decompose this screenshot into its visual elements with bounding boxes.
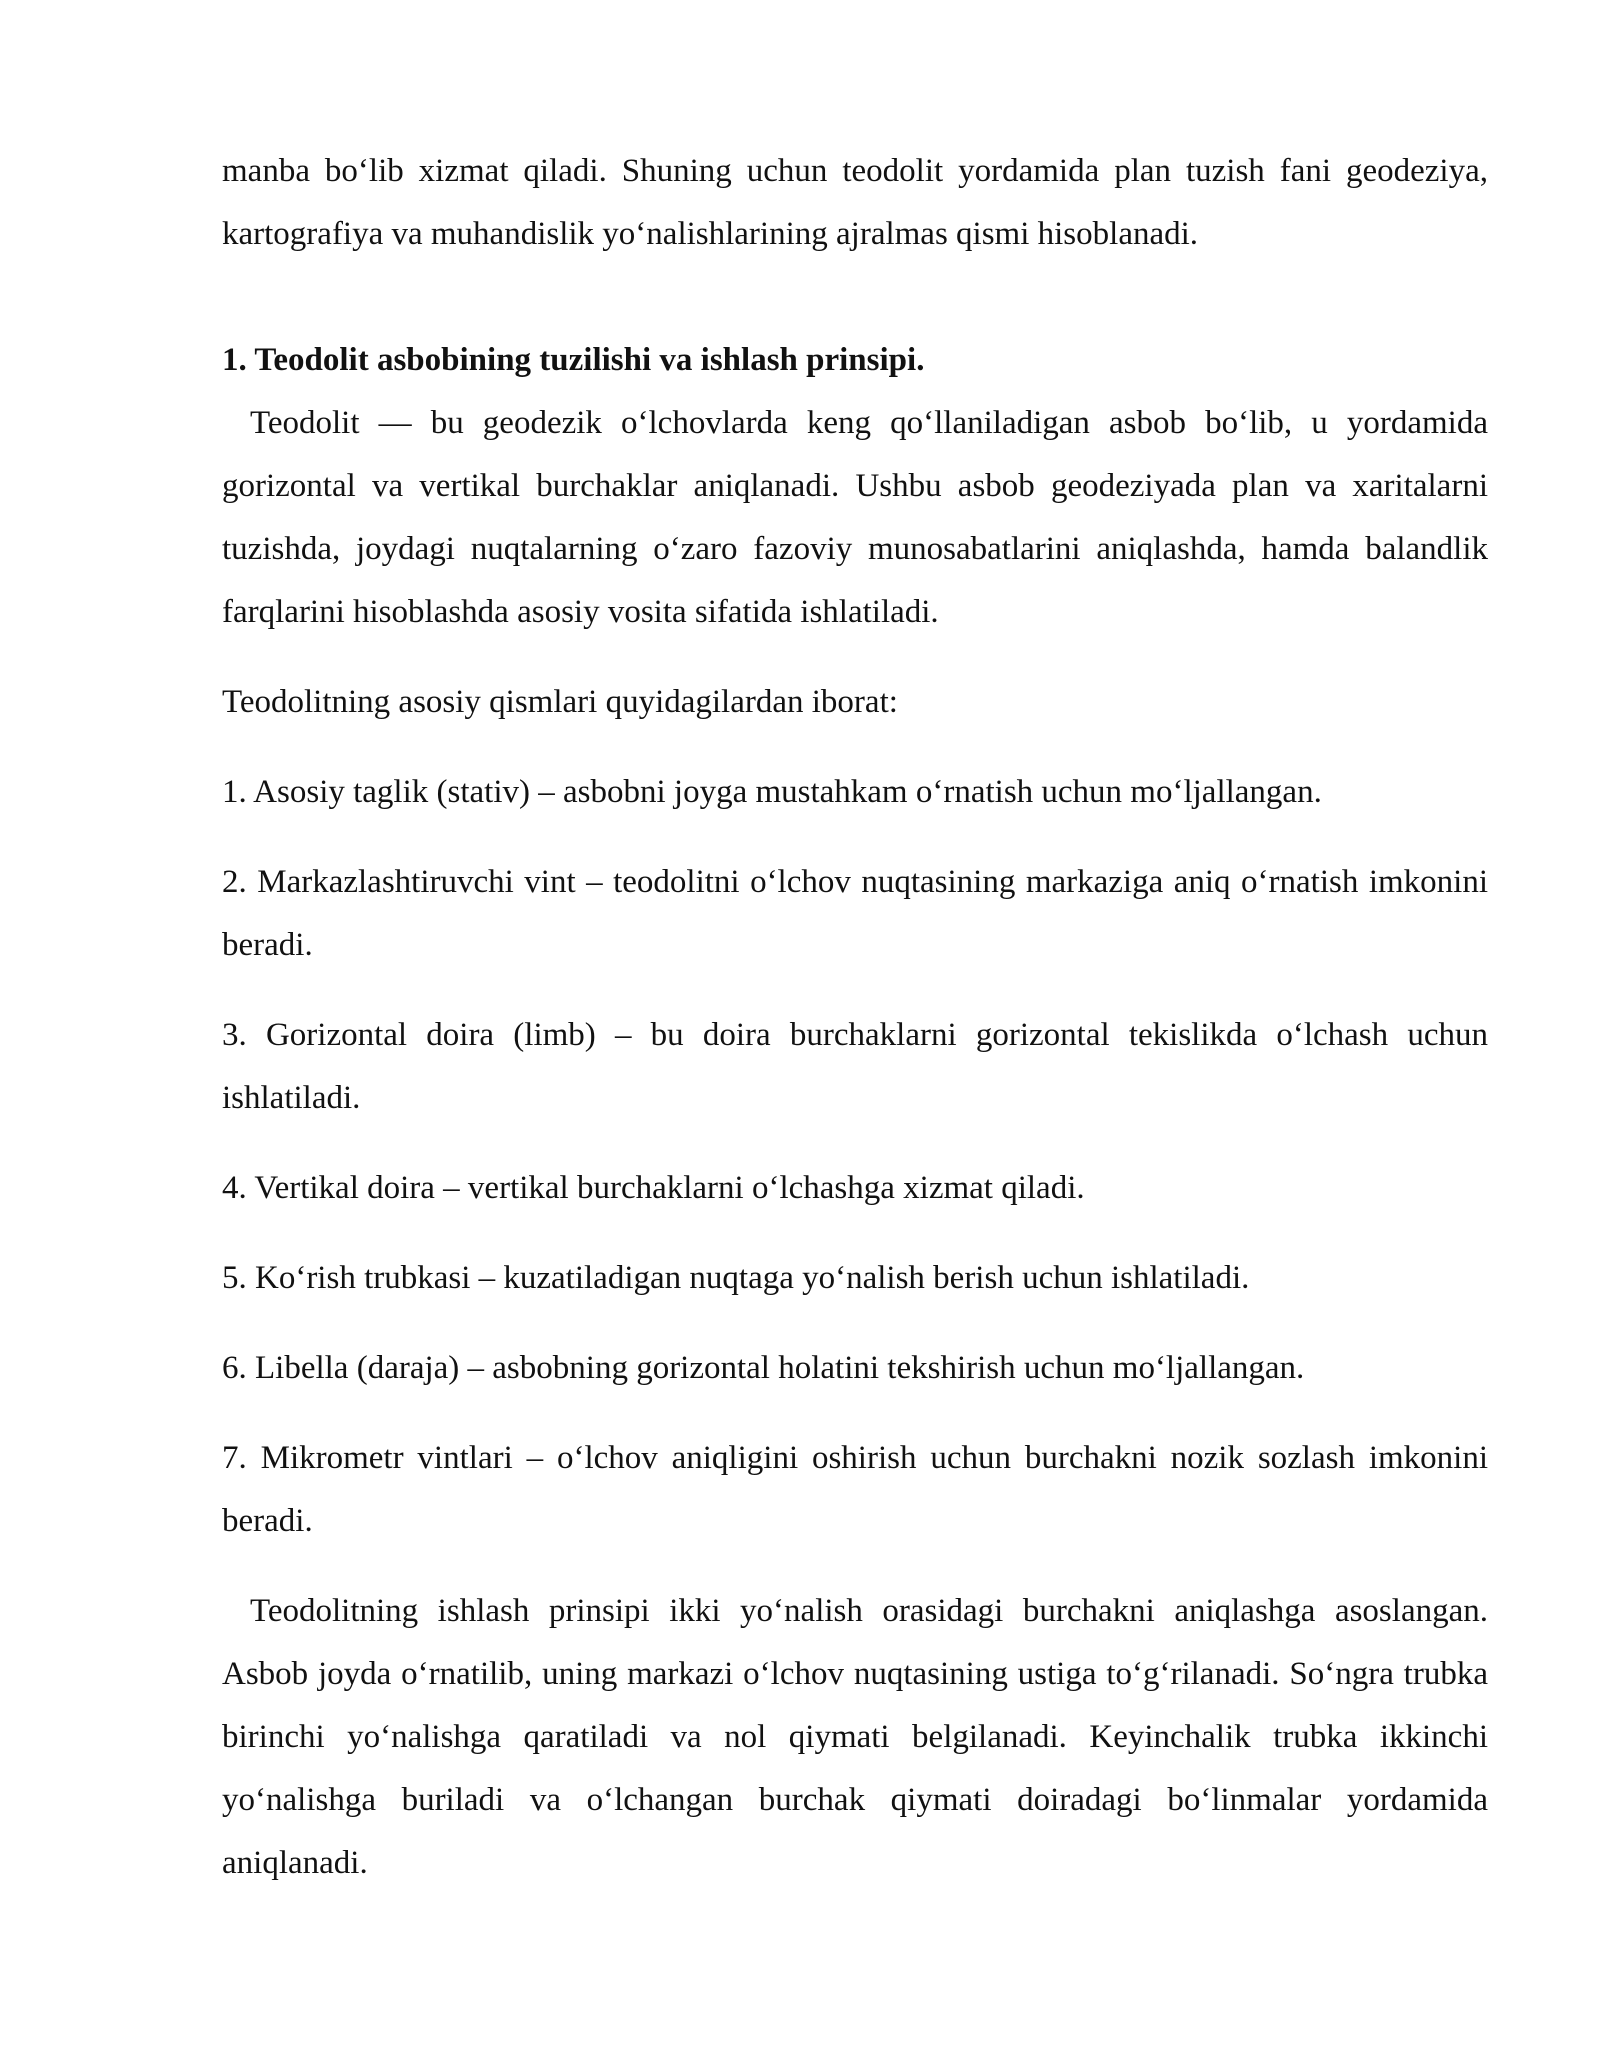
list-item: 6. Libella (daraja) – asbobning gorizontal holatini tekshirish uchun mo‘ljallangan. xyxy=(222,1350,1305,1386)
principle-paragraph: Teodolitning ishlash prinsipi ikki yo‘nalish orasidagi burchakni aniqlashga asoslangan. Asbob joyda o‘rnatilib, uning markazi o‘lchov nuqtasining ustiga to‘g‘rilanadi. So‘ngra trubka birinchi yo‘nalishga qaratiladi va nol qiymati belgilanadi. Keyinchalik trubka ikkinchi yo‘nalishga buriladi va o‘lchangan burchak qiymati doiradagi bo‘linmalar yordamida aniqlanadi. xyxy=(222,1593,1488,1881)
section-heading: 1. Teodolit asbobining tuzilishi va ishlash prinsipi. xyxy=(222,342,925,378)
list-item: 2. Markazlashtiruvchi vint – teodolitni o‘lchov nuqtasining markaziga aniq o‘rnatish imkonini beradi. xyxy=(222,864,1488,963)
parts-intro: Teodolitning asosiy qismlari quyidagilardan iborat: xyxy=(222,684,898,720)
list-item: 1. Asosiy taglik (stativ) – asbobni joyga mustahkam o‘rnatish uchun mo‘ljallangan. xyxy=(222,774,1322,810)
definition-paragraph: Teodolit — bu geodezik o‘lchovlarda keng qo‘llaniladigan asbob bo‘lib, u yordamida gorizontal va vertikal burchaklar aniqlanadi. Ushbu asbob geodeziyada plan va xaritalarni tuzishda, joydagi nuqtalarning o‘zaro fazoviy munosabatlarini aniqlashda, hamda balandlik farqlarini hisoblashda asosiy vosita sifatida ishlatiladi. xyxy=(222,405,1488,630)
list-item: 7. Mikrometr vintlari – o‘lchov aniqligini oshirish uchun burchakni nozik sozlash imkonini beradi. xyxy=(222,1440,1488,1539)
document-page xyxy=(222,140,1488,1895)
list-item: 5. Ko‘rish trubkasi – kuzatiladigan nuqtaga yo‘nalish berish uchun ishlatiladi. xyxy=(222,1260,1250,1296)
list-item: 4. Vertikal doira – vertikal burchaklarni o‘lchashga xizmat qiladi. xyxy=(222,1170,1085,1206)
intro-paragraph: manba bo‘lib xizmat qiladi. Shuning uchun teodolit yordamida plan tuzish fani geodeziya, kartografiya va muhandislik yo‘nalishlarining ajralmas qismi hisoblanadi. xyxy=(222,153,1488,252)
list-item: 3. Gorizontal doira (limb) – bu doira burchaklarni gorizontal tekislikda o‘lchash uchun ishlatiladi. xyxy=(222,1017,1488,1116)
